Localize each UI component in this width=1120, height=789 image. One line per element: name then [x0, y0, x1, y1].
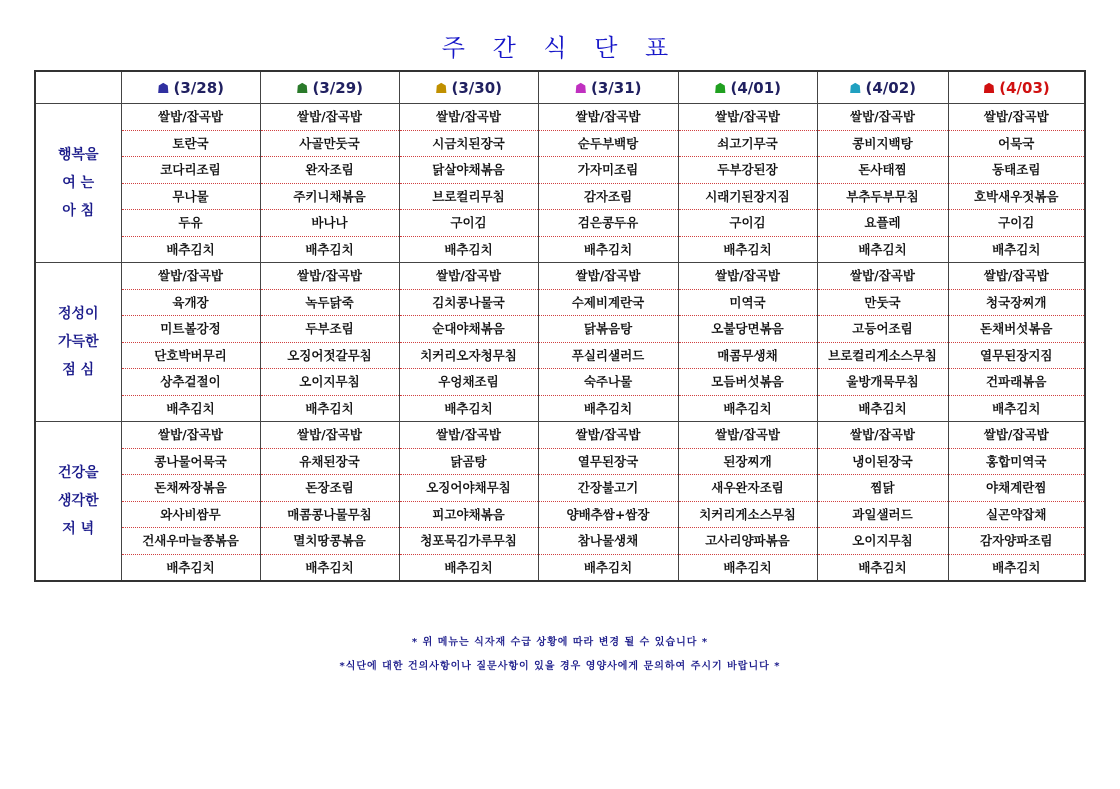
menu-item: 배추김치	[723, 400, 772, 416]
menu-cell	[260, 422, 399, 582]
menu-item: 쌀밥/잡곡밥	[400, 263, 538, 290]
menu-item: 주키니채볶음	[261, 184, 399, 211]
menu-item: 쌀밥/잡곡밥	[400, 422, 538, 449]
menu-item: 두부강된장	[679, 157, 817, 184]
menu-item: 멸치땅콩볶음	[261, 528, 399, 555]
menu-item: 홍합미역국	[949, 449, 1085, 476]
menu-item: 찜닭	[818, 475, 948, 502]
menu-cell	[948, 104, 1085, 263]
menu-item: 육개장	[122, 290, 260, 317]
menu-item: 쌀밥/잡곡밥	[261, 104, 399, 131]
menu-item: 배추김치	[305, 400, 354, 416]
menu-item: 모듬버섯볶음	[679, 369, 817, 396]
menu-item: 피고야채볶음	[400, 502, 538, 529]
menu-item: 배추김치	[992, 241, 1041, 257]
menu-item: 배추김치	[166, 559, 215, 575]
day-date: (3/29)	[312, 78, 364, 97]
menu-cell	[260, 263, 399, 422]
menu-item: 돈채짜장볶음	[122, 475, 260, 502]
meal-label-line: 가득한	[57, 334, 99, 350]
weekday-icon: ☗	[295, 80, 309, 97]
menu-item: 만둣국	[818, 290, 948, 317]
day-date: (3/28)	[173, 78, 225, 97]
day-header-0	[121, 71, 260, 104]
menu-cell	[538, 422, 678, 582]
day-header-row	[35, 71, 1085, 104]
day-header-6	[948, 71, 1085, 104]
menu-item: 건파래볶음	[949, 369, 1085, 396]
meal-label	[35, 263, 121, 422]
menu-item: 사골만둣국	[261, 131, 399, 158]
menu-item: 닭곰탕	[400, 449, 538, 476]
menu-item: 유채된장국	[261, 449, 399, 476]
menu-item: 김치콩나물국	[400, 290, 538, 317]
menu-item: 쌀밥/잡곡밥	[539, 263, 678, 290]
menu-item: 새우완자조림	[679, 475, 817, 502]
menu-item: 돈장조림	[261, 475, 399, 502]
menu-item: 오이지무침	[261, 369, 399, 396]
menu-item: 배추김치	[858, 241, 907, 257]
header-corner	[35, 71, 121, 104]
menu-item: 상추겉절이	[122, 369, 260, 396]
day-date: (4/01)	[730, 78, 782, 97]
weekday-icon: ☗	[156, 80, 170, 97]
menu-item: 순대야채볶음	[400, 316, 538, 343]
menu-item: 배추김치	[723, 559, 772, 575]
menu-item: 수제비계란국	[539, 290, 678, 317]
menu-item: 참나물생채	[539, 528, 678, 555]
menu-item: 배추김치	[992, 400, 1041, 416]
menu-item: 청포묵김가루무침	[400, 528, 538, 555]
weekday-icon: ☗	[848, 80, 862, 97]
weekday-icon: ☗	[434, 80, 448, 97]
menu-item: 동태조림	[949, 157, 1085, 184]
menu-cell	[817, 422, 948, 582]
menu-item: 구이김	[400, 210, 538, 237]
meal-label-line: 점 심	[62, 362, 95, 378]
menu-item: 치커리게소스무침	[679, 502, 817, 529]
menu-item: 과일샐러드	[818, 502, 948, 529]
menu-item: 가자미조림	[539, 157, 678, 184]
menu-item: 고등어조림	[818, 316, 948, 343]
menu-item: 된장찌개	[679, 449, 817, 476]
menu-item: 돈채버섯볶음	[949, 316, 1085, 343]
menu-item: 배추김치	[305, 559, 354, 575]
menu-item: 쌀밥/잡곡밥	[122, 104, 260, 131]
menu-cell	[678, 263, 817, 422]
menu-cell	[948, 422, 1085, 582]
meal-label	[35, 104, 121, 263]
menu-item: 검은콩두유	[539, 210, 678, 237]
menu-cell	[538, 104, 678, 263]
meal-label-line: 행복을	[57, 147, 99, 163]
weekday-icon: ☗	[574, 80, 588, 97]
menu-item: 푸실리샐러드	[539, 343, 678, 370]
menu-item: 배추김치	[583, 559, 633, 575]
weekly-menu-table	[34, 70, 1086, 582]
menu-item: 쌀밥/잡곡밥	[261, 263, 399, 290]
menu-item: 배추김치	[166, 400, 215, 416]
menu-item: 배추김치	[723, 241, 772, 257]
menu-item: 코다리조림	[122, 157, 260, 184]
menu-item: 닭살야채볶음	[400, 157, 538, 184]
meal-row-0	[35, 104, 1085, 263]
menu-item: 배추김치	[583, 400, 633, 416]
menu-item: 오이지무침	[818, 528, 948, 555]
notice-change: * 위 메뉴는 식자재 수급 상황에 따라 변경 될 수 있습니다 *	[411, 637, 709, 648]
menu-item: 배추김치	[166, 241, 215, 257]
weekday-icon: ☗	[713, 80, 727, 97]
menu-item: 닭볶음탕	[539, 316, 678, 343]
day-date: (3/30)	[451, 78, 503, 97]
menu-item: 브로컬리게소스무침	[818, 343, 948, 370]
menu-item: 배추김치	[444, 400, 493, 416]
menu-item: 건새우마늘쫑볶음	[122, 528, 260, 555]
menu-item: 배추김치	[305, 241, 354, 257]
menu-item: 고사리양파볶음	[679, 528, 817, 555]
notice-contact: *식단에 대한 건의사항이나 질문사항이 있을 경우 영양사에게 문의하여 주시기 바랍니다 *	[339, 661, 781, 672]
menu-item: 배추김치	[444, 559, 493, 575]
menu-item: 부추두부무침	[818, 184, 948, 211]
menu-item: 오징어야채무침	[400, 475, 538, 502]
menu-item: 실곤약잡채	[949, 502, 1085, 529]
menu-item: 바나나	[261, 210, 399, 237]
menu-item: 매콤무생채	[679, 343, 817, 370]
menu-cell	[121, 263, 260, 422]
menu-cell	[399, 263, 538, 422]
menu-cell	[399, 104, 538, 263]
menu-item: 양배추쌈+쌈장	[539, 502, 678, 529]
menu-item: 완자조림	[261, 157, 399, 184]
menu-item: 배추김치	[583, 241, 633, 257]
menu-item: 배추김치	[444, 241, 493, 257]
menu-item: 와사비쌈무	[122, 502, 260, 529]
menu-item: 울방개묵무침	[818, 369, 948, 396]
menu-item: 단호박버무리	[122, 343, 260, 370]
menu-item: 청국장찌개	[949, 290, 1085, 317]
day-header-2	[399, 71, 538, 104]
meal-label-line: 아 침	[62, 203, 95, 219]
menu-item: 쌀밥/잡곡밥	[122, 422, 260, 449]
menu-item: 시금치된장국	[400, 131, 538, 158]
menu-cell	[121, 104, 260, 263]
menu-item: 우엉채조림	[400, 369, 538, 396]
menu-item: 두부조림	[261, 316, 399, 343]
menu-item: 시래기된장지짐	[679, 184, 817, 211]
day-date: (4/02)	[865, 78, 917, 97]
menu-item: 어묵국	[949, 131, 1085, 158]
menu-item: 구이김	[679, 210, 817, 237]
menu-item: 호박새우젓볶음	[949, 184, 1085, 211]
menu-item: 콩비지백탕	[818, 131, 948, 158]
day-header-5	[817, 71, 948, 104]
day-header-1	[260, 71, 399, 104]
menu-item: 오불당면볶음	[679, 316, 817, 343]
menu-item: 감자양파조림	[949, 528, 1085, 555]
menu-cell	[817, 104, 948, 263]
menu-item: 열무된장국	[539, 449, 678, 476]
menu-item: 미역국	[679, 290, 817, 317]
meal-label-line: 여 는	[62, 175, 95, 191]
meal-label	[35, 422, 121, 582]
menu-item: 간장불고기	[539, 475, 678, 502]
menu-item: 무나물	[122, 184, 260, 211]
menu-item: 순두부백탕	[539, 131, 678, 158]
menu-cell	[121, 422, 260, 582]
meal-row-1	[35, 263, 1085, 422]
menu-item: 매콤콩나물무침	[261, 502, 399, 529]
menu-cell	[260, 104, 399, 263]
meal-row-2	[35, 422, 1085, 582]
menu-item: 쌀밥/잡곡밥	[949, 422, 1085, 449]
menu-item: 감자조림	[539, 184, 678, 211]
menu-item: 구이김	[949, 210, 1085, 237]
menu-item: 쌀밥/잡곡밥	[400, 104, 538, 131]
menu-cell	[948, 263, 1085, 422]
day-header-3	[538, 71, 678, 104]
meal-label-line: 생각한	[57, 493, 99, 509]
menu-item: 쌀밥/잡곡밥	[818, 104, 948, 131]
day-header-4	[678, 71, 817, 104]
menu-item: 브로컬리무침	[400, 184, 538, 211]
menu-item: 쌀밥/잡곡밥	[818, 263, 948, 290]
day-date: (4/03)	[999, 78, 1050, 97]
menu-item: 쇠고기무국	[679, 131, 817, 158]
menu-item: 쌀밥/잡곡밥	[949, 263, 1085, 290]
menu-item: 쌀밥/잡곡밥	[679, 422, 817, 449]
menu-cell	[678, 104, 817, 263]
menu-item: 배추김치	[858, 400, 907, 416]
menu-cell	[538, 263, 678, 422]
meal-label-line: 정성이	[57, 306, 99, 322]
menu-item: 배추김치	[992, 559, 1041, 575]
menu-item: 토란국	[122, 131, 260, 158]
meal-label-line: 저 녁	[62, 521, 95, 537]
menu-item: 야채계란찜	[949, 475, 1085, 502]
menu-item: 쌀밥/잡곡밥	[539, 422, 678, 449]
menu-item: 돈사태찜	[818, 157, 948, 184]
menu-item: 두유	[122, 210, 260, 237]
menu-item: 치커리오자청무침	[400, 343, 538, 370]
meal-label-line: 건강을	[57, 465, 99, 481]
menu-item: 배추김치	[858, 559, 907, 575]
menu-item: 숙주나물	[539, 369, 678, 396]
menu-cell	[817, 263, 948, 422]
page-title: 주 간 식 단 표	[441, 34, 679, 62]
menu-cell	[678, 422, 817, 582]
weekday-icon: ☗	[982, 80, 996, 97]
day-date: (3/31)	[591, 78, 642, 97]
menu-item: 쌀밥/잡곡밥	[122, 263, 260, 290]
menu-item: 미트볼강정	[122, 316, 260, 343]
menu-cell	[399, 422, 538, 582]
menu-item: 쌀밥/잡곡밥	[818, 422, 948, 449]
menu-item: 오징어젓갈무침	[261, 343, 399, 370]
menu-item: 쌀밥/잡곡밥	[261, 422, 399, 449]
menu-item: 열무된장지짐	[949, 343, 1085, 370]
menu-item: 쌀밥/잡곡밥	[679, 263, 817, 290]
menu-item: 요플레	[818, 210, 948, 237]
menu-item: 콩나물어묵국	[122, 449, 260, 476]
menu-item: 녹두닭죽	[261, 290, 399, 317]
menu-item: 쌀밥/잡곡밥	[949, 104, 1085, 131]
menu-item: 쌀밥/잡곡밥	[679, 104, 817, 131]
menu-item: 냉이된장국	[818, 449, 948, 476]
menu-item: 쌀밥/잡곡밥	[539, 104, 678, 131]
